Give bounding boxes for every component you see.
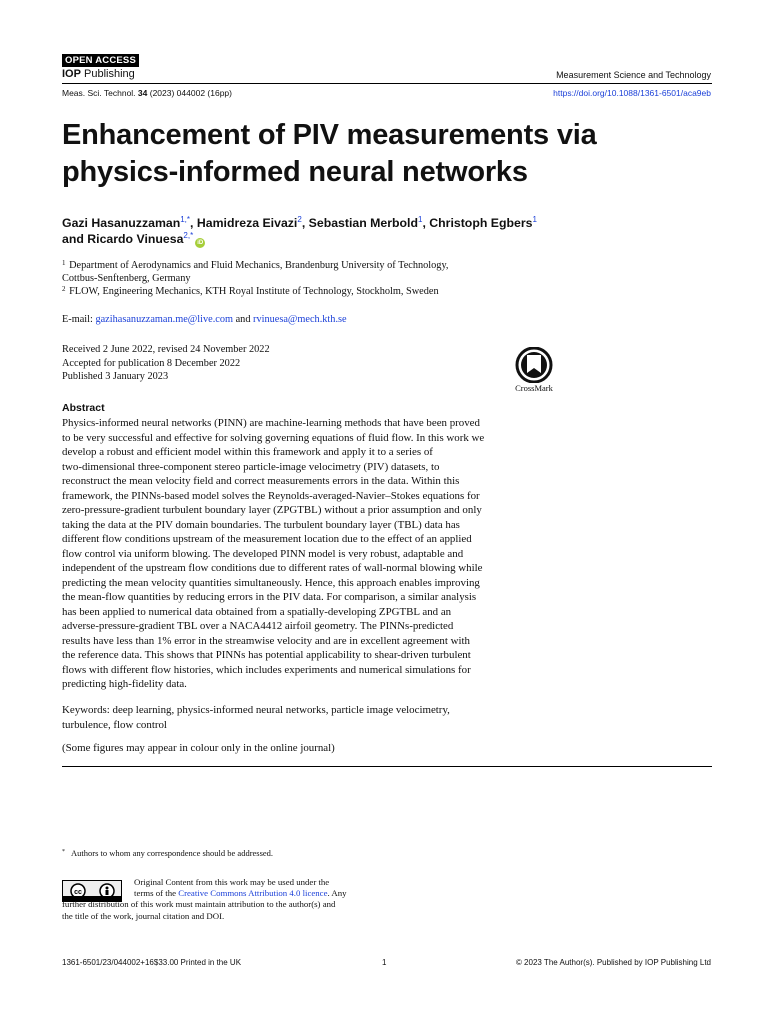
email-join: and [233,314,254,325]
copyright-line: © 2023 The Author(s). Published by IOP Publishing Ltd [515,958,711,967]
publication-dates [62,343,270,384]
correspondence-footnote [62,848,273,859]
contact-email [62,313,347,326]
title-line-2: physics-informed neural networks [62,156,528,188]
colour-note: (Some figures may appear in colour only in the online journal) [62,742,335,754]
author-name[interactable]: Hamidreza Eivazi [196,216,298,230]
abstract-line: Physics-informed neural networks (PINN) are machine-learning methods that have been proved [62,417,480,429]
author-name[interactable]: Sebastian Merbold [308,216,418,230]
author-separator: , [422,216,430,230]
date-received: Received 2 June 2022, revised 24 November 2022 [62,344,270,355]
licence-text [62,877,380,922]
abstract-line: reconstruct the mean velocity field and correct measurements errors in the data. Within this [62,475,460,487]
affiliation-text: Cottbus-Senftenberg, Germany [62,273,191,284]
licence-line-1: Original Content from this work may be used under the [134,877,330,887]
licence-line-3: further distribution of this work must maintain attribution to the author(s) and [62,899,336,910]
citation-prefix: Meas. Sci. Technol. [62,88,138,98]
author-affiliation-mark[interactable]: 1,* [180,215,191,224]
section-rule [62,766,712,767]
author-affiliation-mark[interactable]: 2 [297,215,302,224]
abstract-line: taking the data at the PIV domain boundaries. The turbulent boundary layer (TBL) data has [62,518,460,531]
publisher-logo [62,68,135,81]
licence-line-2-post: . Any [327,888,347,899]
author-name[interactable]: Christoph Egbers [429,216,533,230]
citation-suffix: (2023) 044002 (16pp) [147,88,232,98]
abstract-line: results have less than 1% error in the streamwise velocity and are in excellent agreement with [62,634,470,647]
keywords-line-1: Keywords: deep learning, physics-informed neural networks, particle image velocimetry, [62,704,450,716]
journal-name: Measurement Science and Technology [556,70,711,80]
crossmark-icon [515,347,553,383]
keywords [62,703,542,732]
abstract-line: different flow conditions upstream of the measurement location due to the effect of an applied [62,533,472,545]
author-name[interactable]: Gazi Hasanuzzaman [62,216,181,230]
author-affiliation-mark[interactable]: 2,* [183,231,194,240]
email-link-1[interactable]: gazihasanuzzaman.me@live.com [95,314,234,325]
abstract-line: the reference data. This shows that PINNs has potential applicability to shear-driven turbulent [62,649,471,661]
footnote-mark: * [62,849,65,855]
abstract-line: has been applied to numerical data obtained from a spatially-developing ZPGTBL and an [62,605,452,618]
affiliation-number: 2 [62,285,66,293]
abstract-line: two-dimensional three-component stereo particle-image velocimetry (PIV) datasets, to [62,460,440,473]
orcid-icon[interactable]: iD [197,240,204,246]
article-title [62,117,712,191]
svg-text:cc: cc [73,889,82,896]
publisher-logo-bold: IOP [62,68,81,80]
abstract-line: the mean-flow quantities by reducing errors in the PIV data. For comparison, a similar analysis [62,591,477,603]
abstract-body [62,416,558,692]
affiliation-text: FLOW, Engineering Mechanics, KTH Royal Institute of Technology, Stockholm, Sweden [69,286,439,297]
email-link-2[interactable]: rvinuesa@mech.kth.se [253,314,347,325]
abstract-heading: Abstract [62,402,105,414]
date-accepted: Accepted for publication 8 December 2022 [62,357,241,369]
author-affiliation-mark[interactable]: 1 [417,215,423,224]
email-label: E-mail: [62,314,96,325]
publisher-logo-rest: Publishing [80,68,135,80]
abstract-line: zero-pressure-gradient turbulent boundary layer (ZPGTBL) without a prior assumption and only [62,504,482,516]
author-separator: , [301,216,309,230]
affiliation-line [62,259,522,272]
citation-volume: 34 [137,88,148,98]
affiliation-line [62,285,522,298]
affiliation-number: 1 [62,259,66,267]
abstract-line: predicting high-fidelity data. [62,678,187,690]
doi-link[interactable]: https://doi.org/10.1088/1361-6501/aca9eb [553,88,711,98]
date-published: Published 3 January 2023 [62,371,169,382]
licence-link[interactable]: Creative Commons Attribution 4.0 licence [178,888,328,899]
affiliations [62,259,522,298]
abstract-line: framework, the PINNs-based model solves the Reynolds-averaged-Navier–Stokes equations for [62,489,480,502]
keywords-line-2: turbulence, flow control [62,718,167,731]
licence-line-4: the title of the work, journal citation and DOI. [62,910,225,921]
crossmark-button[interactable] [507,347,561,395]
issn-line: 1361-6501/23/044002+16$33.00 Printed in the UK [62,958,242,967]
title-line-1: Enhancement of PIV measurements via [62,119,597,151]
abstract-line: predicting the mean velocity quantities simultaneously. Hence, this approach enables improving [62,576,480,589]
author-affiliation-mark[interactable]: 1 [532,215,537,224]
licence-line-2-pre: terms of the [134,888,179,899]
footnote-text: Authors to whom any correspondence should be addressed. [71,848,274,858]
header-rule [62,83,712,84]
affiliation-text: Department of Aerodynamics and Fluid Mechanics, Brandenburg University of Technology, [69,260,449,271]
abstract-line: to be very successful and effective for solving governing equations of fluid flow. In this work we [62,431,485,444]
abstract-line: independent of the upstream flow conditions due to different rates of wall-normal blowing while [62,562,483,574]
abstract-line: develop a robust and efficient model within this framework and apply it to a series of [62,446,433,458]
page-number: 1 [382,958,387,967]
author-name[interactable]: and Ricardo Vinuesa [62,232,184,246]
citation [62,88,232,99]
affiliation-line [62,272,522,285]
abstract-line: adverse-pressure-gradient TBL over a NACA4412 airfoil geometry. The PINNs-predicted [62,620,454,632]
open-access-badge: OPEN ACCESS [62,54,139,67]
crossmark-label: CrossMark [515,383,553,393]
author-separator: , [190,216,197,230]
author-list [62,215,712,248]
abstract-line: flow control via uniform blowing. The developed PINN model is very robust, adaptable and [62,547,464,560]
abstract-line: flows with different flow histories, which includes experiments and numerical simulations for [62,663,471,676]
